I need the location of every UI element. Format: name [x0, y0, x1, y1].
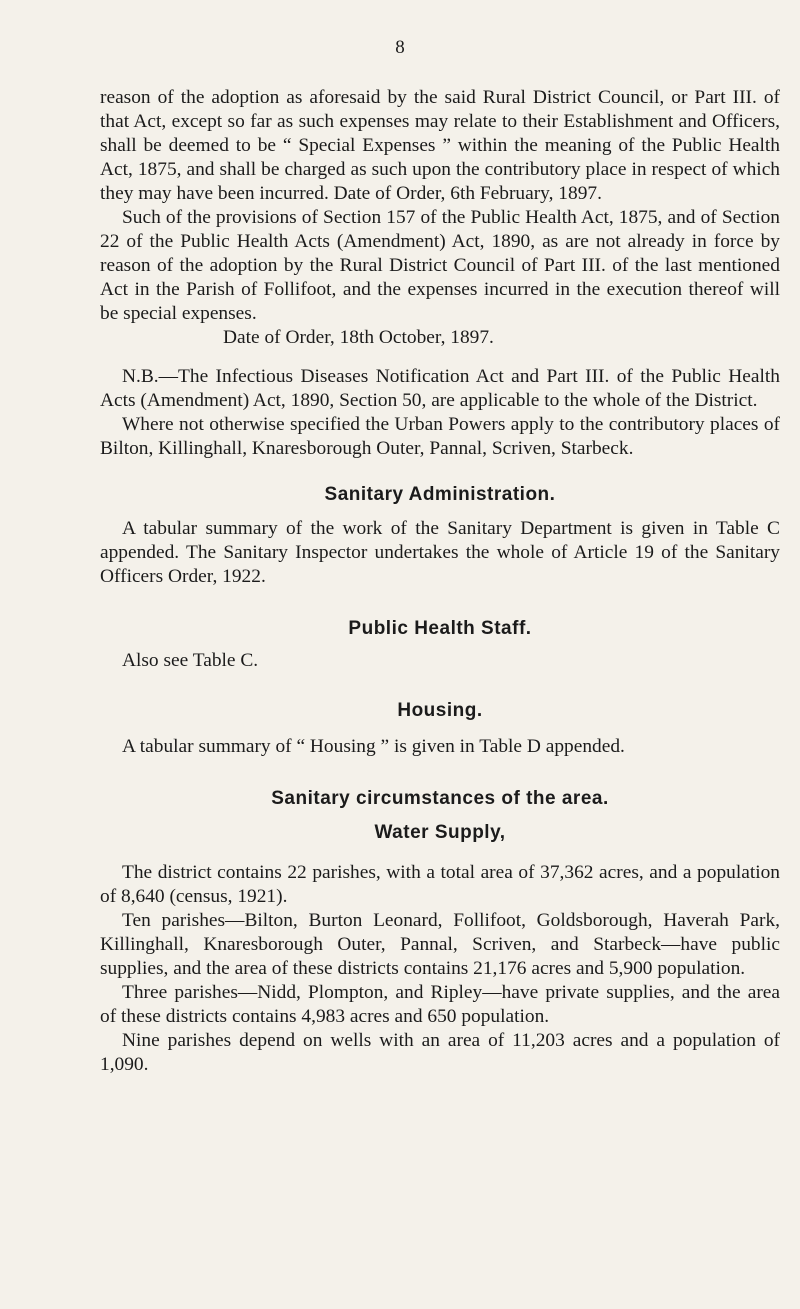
paragraph-continuation: reason of the adoption as aforesaid by the said Rural District Council, or Part III. of that Act, except so far as such expenses may relate to their Establishment and Officers, shall be deemed to be “ Special Expenses ” within the meaning of the Public Health Act, 1875, and shall be charged as such upon the contributory place in respect of which they may have been incurred. Date of Order, 6th February, 1897.: [100, 87, 780, 204]
page-number: 8: [395, 37, 405, 58]
order-date-line: Date of Order, 18th October, 1897.: [223, 327, 494, 348]
paragraph-public-supplies: Ten parishes—Bilton, Burton Leonard, Follifoot, Goldsborough, Haverah Park, Killinghall, Knaresborough Outer, Pannal, Scriven, and Starbeck—have public supplies, and the area of these districts contains 21,176 acres and 5,900 population.: [100, 910, 780, 979]
paragraph-district-parishes: The district contains 22 parishes, with a total area of 37,362 acres, and a population of 8,640 (census, 1921).: [100, 862, 780, 907]
heading-water-supply: Water Supply,: [374, 822, 506, 843]
paragraph-urban-powers: Where not otherwise specified the Urban Powers apply to the contributory places of Bilton, Killinghall, Knaresborough Outer, Pannal, Scriven, Starbeck.: [100, 414, 780, 459]
paragraph-section-157: Such of the provisions of Section 157 of the Public Health Act, 1875, and of Section 22 of the Public Health Acts (Amendment) Act, 1890, as are not already in force by reason of the adoption by the Rural District Council of Part III. of the last mentioned Act in the Parish of Follifoot, and the expenses incurred in the execution thereof will be special expenses.: [100, 207, 780, 324]
heading-sanitary-circumstances: Sanitary circumstances of the area.: [271, 788, 609, 809]
paragraph-sanitary-department: A tabular summary of the work of the Sanitary Department is given in Table C appended. The Sanitary Inspector undertakes the whole of Article 19 of the Sanitary Officers Order, 1922.: [100, 518, 780, 587]
page-content: [100, 86, 780, 1077]
paragraph-housing-summary: A tabular summary of “ Housing ” is given in Table D appended.: [122, 736, 625, 757]
paragraph-wells: Nine parishes depend on wells with an area of 11,203 acres and a population of 1,090.: [100, 1030, 780, 1075]
paragraph-nota-bene: N.B.—The Infectious Diseases Notification Act and Part III. of the Public Health Acts (Amendment) Act, 1890, Section 50, are applicable to the whole of the District.: [100, 366, 780, 411]
heading-housing: Housing.: [397, 700, 483, 721]
paragraph-private-supplies: Three parishes—Nidd, Plompton, and Ripley—have private supplies, and the area of these districts contains 4,983 acres and 650 population.: [100, 982, 780, 1027]
heading-public-health-staff: Public Health Staff.: [348, 618, 532, 639]
heading-sanitary-administration: Sanitary Administration.: [324, 484, 556, 505]
paragraph-see-table-c: Also see Table C.: [122, 650, 259, 671]
